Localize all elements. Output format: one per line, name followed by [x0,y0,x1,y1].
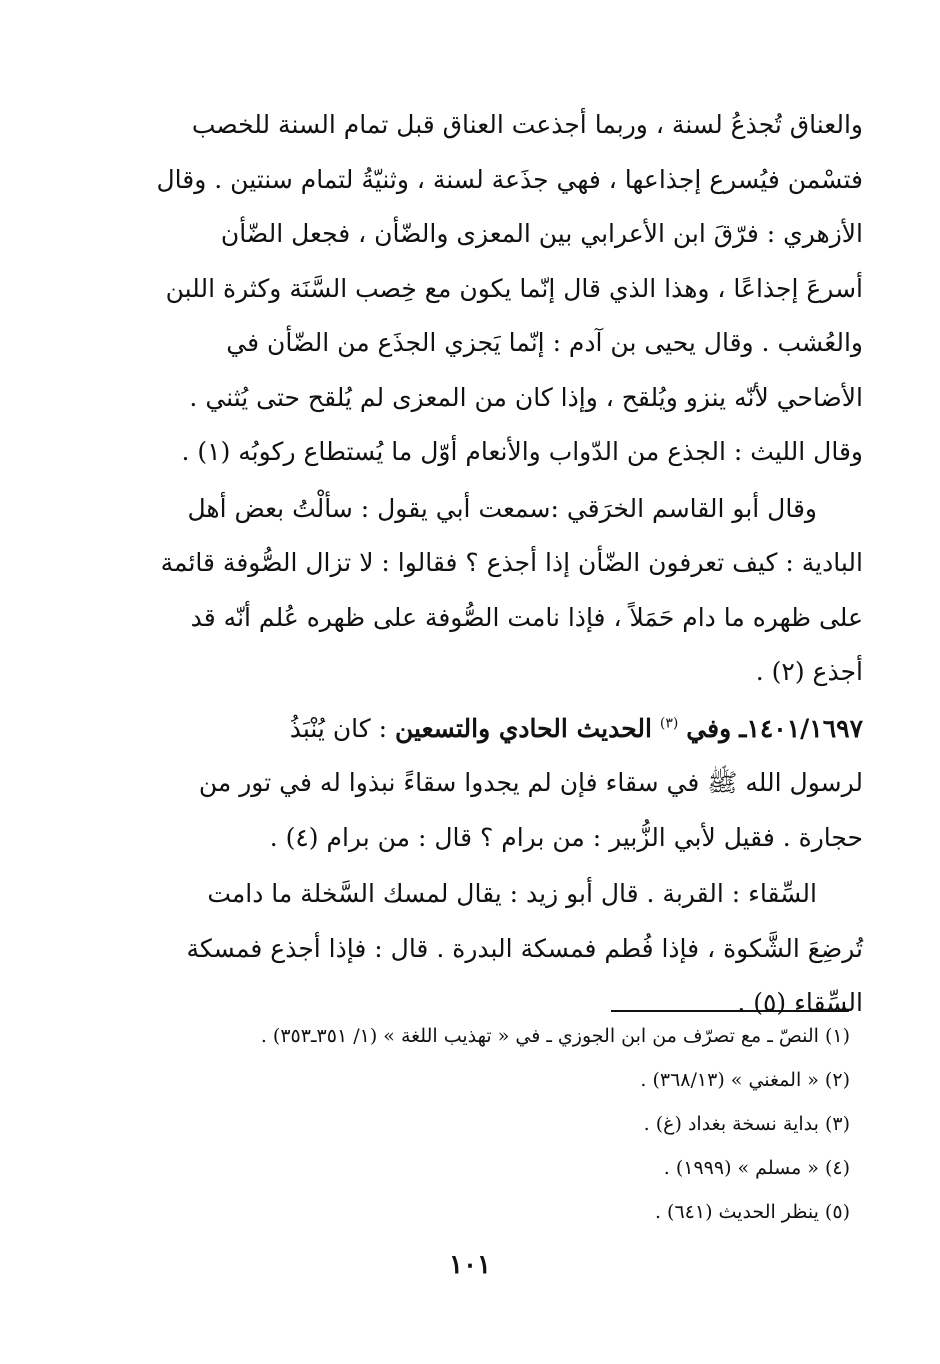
text-line: البادية : كيف تعرفون الضّأن إذا أجذع ؟ فقالوا : لا تزال الصُّوفة قائمة [160,548,863,577]
footnote-3: (٣) بداية نسخة بغداد (غ) . [643,1113,850,1135]
text-line: فتسْمن فيُسرع إجذاعها ، فهي جذَعة لسنة ، وثنيّةُ لتمام سنتين . وقال [156,164,863,194]
text-line: أسرعَ إجذاعًا ، وهذا الذي قال إنّما يكون مع خِصب السَّنَة وكثرة اللبن [165,273,863,303]
text-line: وقال الليث : الجذع من الدّواب والأنعام أوّل ما يُستطاع ركوبُه (١) . [181,437,863,466]
text-line: حجارة . فقيل لأبي الزُّبير : من برام ؟ قال : من برام (٤) . [269,822,863,852]
footnote-1: (١) النصّ ـ مع تصرّف من ابن الجوزي ـ في « تهذيب اللغة » (١/ ٣٥١ـ٣٥٣) . [260,1025,850,1047]
text-line: وقال أبو القاسم الخرَقي :سمعت أبي يقول : سألْتُ بعض أهل [187,493,817,523]
text-line: تُرضِعَ الشَّكوة ، فإذا فُطم فمسكة البدرة . قال : فإذا أجذع فمسكة [186,933,863,963]
footnote-4: (٤) « مسلم » (١٩٩٩) . [663,1157,850,1179]
footnote-5: (٥) ينظر الحديث (٦٤١) . [654,1201,850,1223]
text-line: والعناق تُجذعُ لسنة ، وربما أجذعت العناق قبل تمام السنة للخصب [191,110,863,139]
main-text [118,98,863,1031]
text-line: لرسول الله ﷺ في سقاء فإن لم يجدوا سقاءً نبذوا له في تور من [198,768,863,797]
paragraph-kharaqi [118,482,863,700]
hadith-text-start: : كان يُنْبَذُ [289,713,388,743]
footnotes [180,1014,850,1234]
hadith-entry [118,702,863,866]
footnote-marker: (٣) [659,715,679,732]
page-number: ١٠١ [449,1250,491,1280]
hadith-heading-line [118,702,863,757]
text-line: السِّقاء (٥) . [737,988,863,1017]
footnote-separator [611,1010,849,1012]
text-line: السِّقاء : القربة . قال أبو زيد : يقال لمسك السَّخلة ما دامت [207,879,817,908]
footnote-2: (٢) « المغني » (٣٦٨/١٣) . [640,1069,850,1091]
text-line: والعُشب . وقال يحيى بن آدم : إنّما يَجزي الجذَع من الضّأن في [226,328,863,357]
hadith-title: الحديث الحادي والتسعين [395,713,652,743]
hadith-number: ١٤٠١/١٦٩٧ـ [739,713,863,743]
text-line: الأزهري : فرّقَ ابن الأعرابي بين المعزى والضّأن ، فجعل الضّأن [220,219,863,248]
hadith-intro: وفي [686,713,732,743]
paragraph-saqa [118,867,863,1031]
text-line: على ظهره ما دام حَمَلاً ، فإذا نامت الصُّوفة على ظهره عُلم أنّه قد [190,602,863,632]
paragraph-jadha [118,98,863,480]
text-line: أجذع (٢) . [755,657,863,686]
text-line: الأضاحي لأنّه ينزو ويُلقح ، وإذا كان من المعزى لم يُلقح حتى يُثني . [189,382,863,412]
